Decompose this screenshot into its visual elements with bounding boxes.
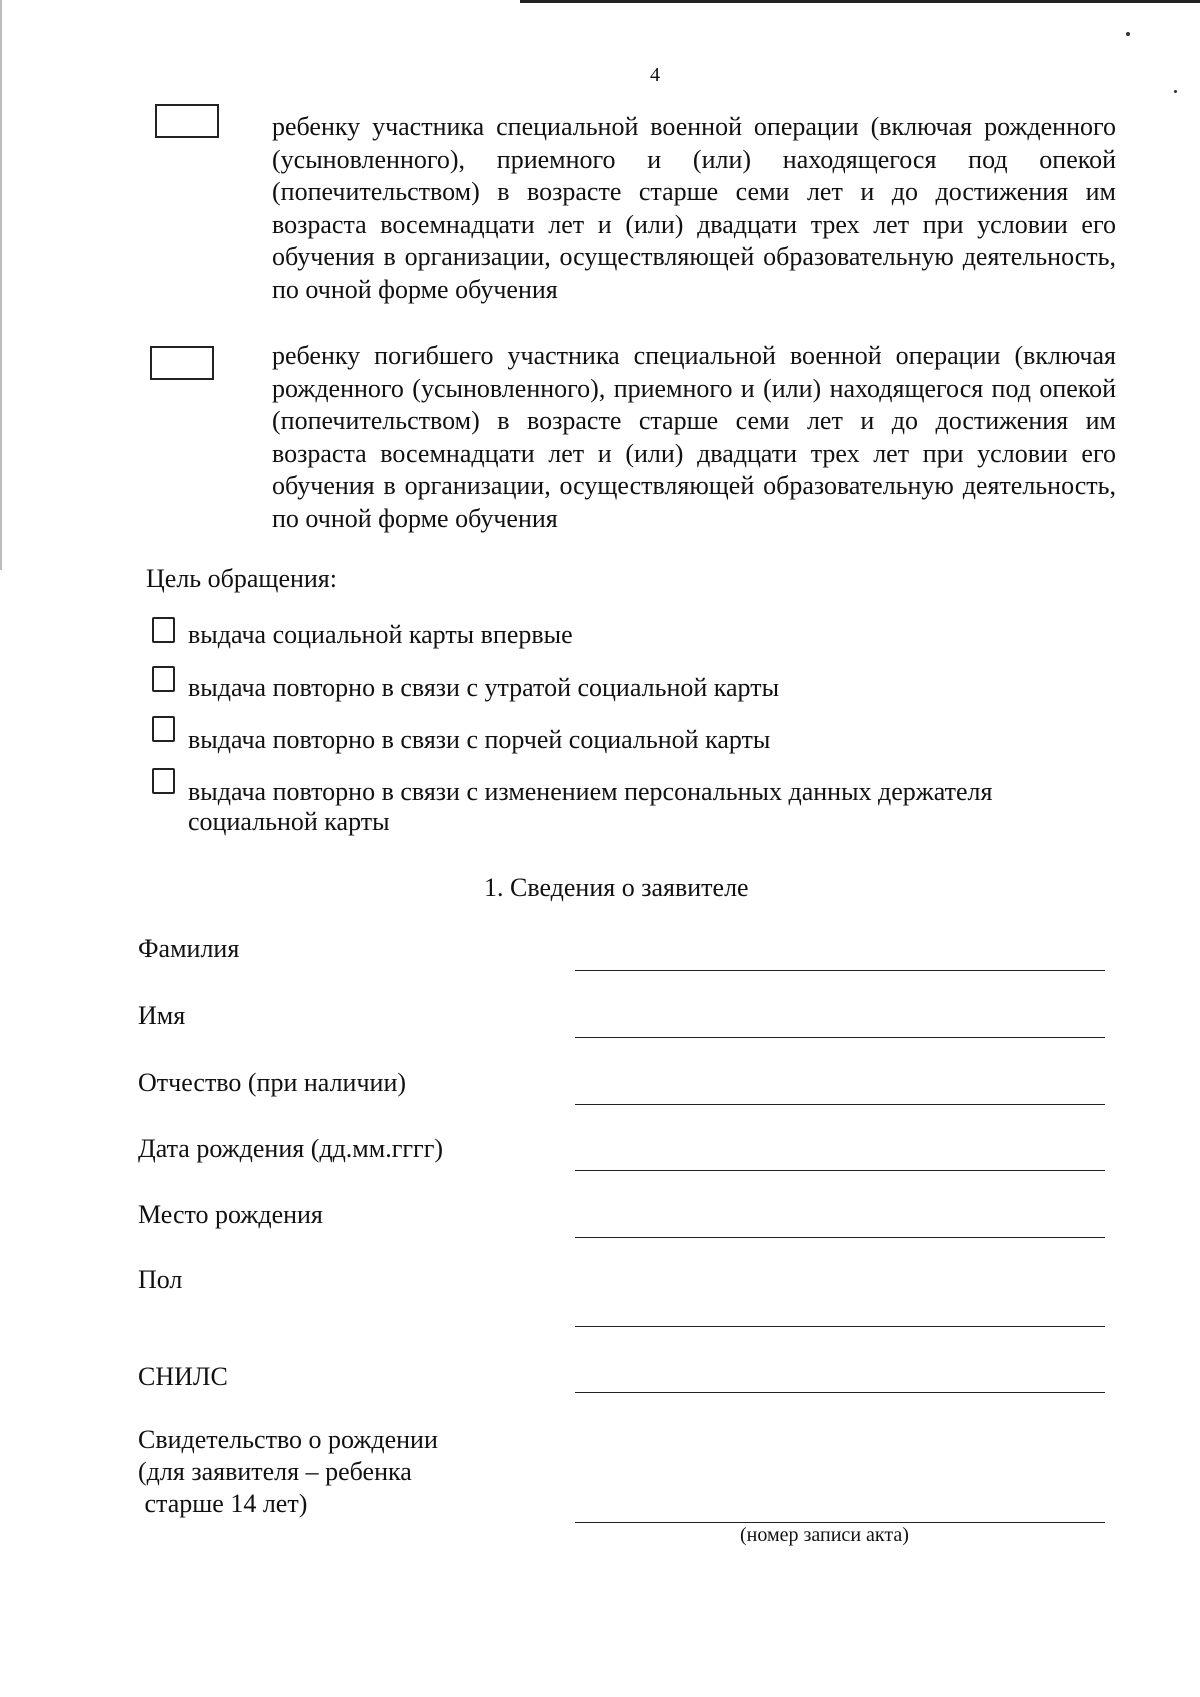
purpose-option-first-issue: выдача социальной карты впервые	[188, 620, 573, 649]
label-birth-place: Место рождения	[138, 1200, 323, 1229]
purpose-checkbox-loss[interactable]	[152, 666, 175, 692]
input-line-name[interactable]	[575, 1037, 1105, 1038]
category-text-svo-child: ребенку участника специальной военной операции (включая рожденного (усыновленного), приемного и (или) находящегося под опекой (попечительством) в возрасте старше семи лет и до достижения им возраста восемнадцати лет и (или) двадцати трех лет при условии его обучения в организации, осуществляющей образовательную деятельность, по очной форме обучения	[272, 112, 1116, 304]
label-patronymic: Отчество (при наличии)	[138, 1068, 407, 1097]
category-text-deceased-svo-child: ребенку погибшего участника специальной военной операции (включая рожденного (усыновленного), приемного и (или) находящегося под опекой (попечительством) в возрасте старше семи лет и до достижения им возраста восемнадцати лет и (или) двадцати трех лет при условии его обучения в организации, осуществляющей образовательную деятельность, по очной форме обучения	[272, 341, 1116, 533]
input-line-birth-certificate[interactable]	[575, 1522, 1105, 1523]
scan-speck	[1126, 32, 1130, 36]
label-birth-certificate-note: (для заявителя – ребенка	[138, 1457, 412, 1486]
label-birth-date: Дата рождения (дд.мм.гггг)	[138, 1134, 444, 1163]
input-line-birth-place[interactable]	[575, 1237, 1105, 1238]
label-name: Имя	[138, 1001, 186, 1030]
input-line-snils[interactable]	[575, 1392, 1105, 1393]
input-line-birth-date[interactable]	[575, 1170, 1105, 1171]
purpose-checkbox-data-change[interactable]	[152, 768, 175, 794]
category-checkbox-deceased-svo-child[interactable]	[150, 346, 214, 380]
top-border-line	[520, 0, 1200, 3]
purpose-label: Цель обращения:	[146, 564, 337, 593]
purpose-option-data-change-continued: социальной карты	[188, 807, 390, 836]
label-surname: Фамилия	[138, 934, 240, 963]
scan-speck	[1174, 90, 1177, 93]
input-line-surname[interactable]	[575, 970, 1105, 971]
purpose-checkbox-damage[interactable]	[152, 716, 175, 742]
input-line-patronymic[interactable]	[575, 1104, 1105, 1105]
category-checkbox-svo-child[interactable]	[155, 104, 219, 138]
scan-edge	[0, 0, 2, 570]
purpose-option-data-change: выдача повторно в связи с изменением персональных данных держателя	[188, 777, 993, 806]
page-number: 4	[650, 64, 660, 86]
birth-certificate-caption: (номер записи акта)	[740, 1524, 909, 1546]
label-sex: Пол	[138, 1265, 183, 1294]
label-snils: СНИЛС	[138, 1362, 228, 1391]
purpose-checkbox-first-issue[interactable]	[152, 617, 175, 643]
label-birth-certificate-age: старше 14 лет)	[138, 1489, 308, 1518]
purpose-option-loss: выдача повторно в связи с утратой социальной карты	[188, 673, 780, 702]
purpose-option-damage: выдача повторно в связи с порчей социальной карты	[188, 725, 771, 754]
label-birth-certificate: Свидетельство о рождении	[138, 1425, 438, 1454]
input-line-sex[interactable]	[575, 1326, 1105, 1327]
section-title-applicant: 1. Сведения о заявителе	[484, 873, 749, 902]
